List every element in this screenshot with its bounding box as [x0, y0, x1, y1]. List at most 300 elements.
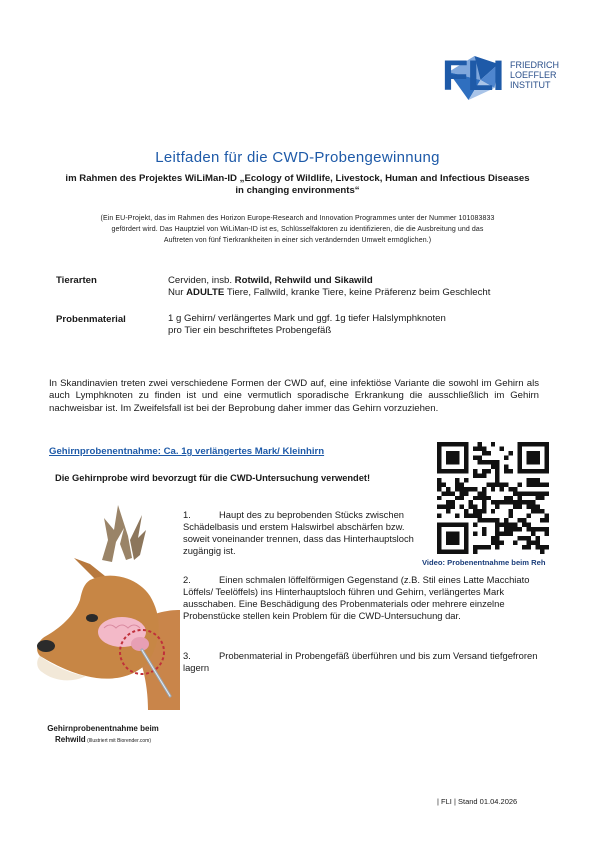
logo-subtitle [510, 60, 559, 90]
qr-module [482, 505, 486, 509]
qr-module [455, 455, 459, 459]
qr-module [522, 469, 526, 473]
qr-module [495, 473, 499, 477]
species-label: Tierarten [56, 275, 97, 286]
qr-module [464, 491, 468, 495]
qr-module [491, 442, 495, 446]
qr-module [464, 514, 468, 518]
qr-module [468, 487, 472, 491]
caption-line: Rehwild [55, 735, 86, 744]
qr-module [473, 487, 477, 491]
logo-sub-line: FRIEDRICH [510, 60, 559, 70]
qr-module [518, 518, 522, 522]
qr-module [527, 451, 531, 455]
qr-module [531, 460, 535, 464]
qr-module [522, 545, 526, 549]
qr-module [486, 451, 490, 455]
qr-module [441, 469, 445, 473]
qr-module [545, 455, 549, 459]
footer-stand: | FLI | Stand 01.04.2026 [437, 797, 518, 806]
qr-module [446, 505, 450, 509]
qr-module [495, 460, 499, 464]
qr-module [464, 527, 468, 531]
qr-module [477, 496, 481, 500]
step-number: 3. [183, 650, 191, 661]
qr-module [477, 442, 481, 446]
qr-module [455, 482, 459, 486]
illustration-caption [28, 723, 178, 747]
species-text [168, 275, 490, 299]
qr-module [450, 451, 454, 455]
qr-module [446, 532, 450, 536]
qr-module [464, 545, 468, 549]
qr-module [455, 550, 459, 554]
qr-module [509, 532, 513, 536]
qr-module [531, 455, 535, 459]
qr-module [482, 487, 486, 491]
qr-module [446, 455, 450, 459]
qr-module [495, 505, 499, 509]
qr-module [536, 509, 540, 513]
qr-module [464, 532, 468, 536]
qr-module [522, 491, 526, 495]
qr-module [450, 536, 454, 540]
qr-module [500, 482, 504, 486]
qr-module [513, 523, 517, 527]
qr-module [495, 478, 499, 482]
qr-module [437, 527, 441, 531]
qr-module [504, 464, 508, 468]
qr-module [509, 496, 513, 500]
qr-module [518, 496, 522, 500]
qr-module [482, 469, 486, 473]
qr-module [468, 514, 472, 518]
qr-module [473, 496, 477, 500]
material-line: pro Tier ein beschriftetes Probengefäß [168, 325, 332, 336]
qr-module [522, 500, 526, 504]
qr-module [527, 469, 531, 473]
qr-module [518, 469, 522, 473]
qr-module [531, 469, 535, 473]
qr-module [446, 442, 450, 446]
qr-module [455, 514, 459, 518]
qr-module [491, 509, 495, 513]
qr-module [540, 509, 544, 513]
qr-module [509, 509, 513, 513]
qr-module [536, 496, 540, 500]
qr-module [473, 532, 477, 536]
qr-module [473, 523, 477, 527]
qr-module [536, 541, 540, 545]
qr-module [455, 469, 459, 473]
qr-module [477, 491, 481, 495]
intro-paragraph: In Skandinavien treten zwei verschiedene Formen der CWD auf, eine infektiöse Variante die sowohl im Gehirn als auch Lymphknoten zu finden ist und eine vermutlich sporadische Erkrankung die ausschließlich im Gehirn nachweisbar ist. Im Zweifelsfall ist bei der Beprobung daher immer das Gehirn vorzuziehen. [49, 378, 539, 414]
qr-module [527, 523, 531, 527]
logo-wordmark: FLI [442, 52, 504, 100]
qr-module [518, 451, 522, 455]
qr-module [504, 482, 508, 486]
qr-module [527, 442, 531, 446]
qr-module [495, 536, 499, 540]
qr-module [522, 523, 526, 527]
species-text-part: Tiere, Fallwild, kranke Tiere, keine Präferenz beim Geschlecht [224, 287, 491, 298]
qr-module [477, 446, 481, 450]
qr-module [522, 442, 526, 446]
qr-module [522, 536, 526, 540]
qr-module [500, 500, 504, 504]
qr-module [509, 469, 513, 473]
qr-module [450, 550, 454, 554]
qr-module [446, 509, 450, 513]
qr-module [491, 487, 495, 491]
qr-module [513, 487, 517, 491]
qr-module [518, 491, 522, 495]
qr-module [477, 473, 481, 477]
qr-module [509, 523, 513, 527]
funding-line: (Ein EU-Projekt, das im Rahmen des Horizon Europe-Research and Innovation Programmes unter der Nummer 101083833 [100, 215, 495, 222]
qr-module [509, 514, 513, 518]
funding-line: gefördert wird. Das Hauptziel von WiLiMan-ID ist es, Schlüsselfaktoren zu identifizieren, die die Ausbreitung und das [111, 226, 484, 233]
qr-module [531, 532, 535, 536]
qr-module [531, 527, 535, 531]
qr-module [459, 487, 463, 491]
qr-module [446, 536, 450, 540]
qr-module [504, 500, 508, 504]
qr-module [540, 442, 544, 446]
qr-module [482, 446, 486, 450]
qr-module [450, 500, 454, 504]
qr-module [450, 460, 454, 464]
qr-module [540, 527, 544, 531]
qr-module [459, 550, 463, 554]
qr-module [491, 482, 495, 486]
qr-module [518, 464, 522, 468]
qr-module [482, 518, 486, 522]
qr-module [495, 527, 499, 531]
step-number: 1. [183, 509, 191, 520]
qr-module [545, 446, 549, 450]
qr-module [473, 505, 477, 509]
qr-module [495, 523, 499, 527]
qr-module [531, 442, 535, 446]
qr-module [518, 460, 522, 464]
species-highlight: Rotwild, Rehwild und Sikawild [234, 275, 373, 286]
qr-module [455, 478, 459, 482]
qr-module [437, 469, 441, 473]
qr-module [522, 518, 526, 522]
qr-module [527, 478, 531, 482]
caption-credit: (Illustriert mit Biorender.com) [85, 738, 151, 744]
step-3 [183, 650, 553, 674]
qr-module [482, 532, 486, 536]
qr-module [473, 446, 477, 450]
qr-module [513, 500, 517, 504]
qr-module [446, 550, 450, 554]
qr-module [527, 500, 531, 504]
qr-module [486, 518, 490, 522]
qr-module [540, 496, 544, 500]
qr-module [486, 460, 490, 464]
qr-module [455, 487, 459, 491]
qr-module [536, 491, 540, 495]
qr-module [513, 505, 517, 509]
qr-module [518, 455, 522, 459]
qr-module [473, 514, 477, 518]
qr-module [446, 487, 450, 491]
qr-module [468, 505, 472, 509]
qr-module [545, 442, 549, 446]
funding-line: Auftreten von fünf Tierkrankheiten in einer sich verändernden Umwelt ermöglichen.) [163, 237, 432, 244]
qr-module [437, 446, 441, 450]
qr-module [464, 536, 468, 540]
qr-module [437, 455, 441, 459]
qr-module [437, 487, 441, 491]
qr-module [437, 442, 441, 446]
qr-module [536, 478, 540, 482]
qr-module [509, 451, 513, 455]
qr-module [473, 550, 477, 554]
qr-module [455, 451, 459, 455]
qr-module [491, 536, 495, 540]
page-subtitle: im Rahmen des Projektes WiLiMan-ID „Ecology of Wildlife, Livestock, Human and Infectious Diseases in changing environments“ [65, 173, 530, 196]
qr-module [464, 455, 468, 459]
caption-line: Gehirnprobenentnahme beim [47, 724, 159, 733]
qr-module [545, 460, 549, 464]
qr-module [536, 505, 540, 509]
qr-module [486, 482, 490, 486]
qr-module [446, 491, 450, 495]
qr-module [437, 496, 441, 500]
species-text-part: Nur [168, 287, 187, 298]
funding-note [45, 213, 550, 246]
qr-module [531, 509, 535, 513]
qr-module [527, 460, 531, 464]
species-text-part: Cerviden, insb. [168, 275, 235, 286]
qr-module [464, 442, 468, 446]
qr-module [491, 500, 495, 504]
qr-module [500, 446, 504, 450]
qr-module [441, 505, 445, 509]
qr-module [437, 505, 441, 509]
qr-module [446, 541, 450, 545]
qr-module [464, 487, 468, 491]
qr-module [495, 532, 499, 536]
qr-module [540, 469, 544, 473]
page-title: Leitfaden für die CWD-Probengewinnung [155, 149, 440, 166]
qr-module [486, 469, 490, 473]
qr-module [545, 469, 549, 473]
qr-module [531, 541, 535, 545]
step-2 [183, 574, 553, 622]
qr-module [437, 541, 441, 545]
qr-module [531, 491, 535, 495]
qr-module [527, 455, 531, 459]
qr-module [482, 527, 486, 531]
qr-module [500, 487, 504, 491]
qr-module [545, 451, 549, 455]
qr-module [455, 532, 459, 536]
qr-module [482, 509, 486, 513]
qr-module [536, 460, 540, 464]
qr-module [441, 442, 445, 446]
qr-module [536, 442, 540, 446]
qr-module [491, 518, 495, 522]
qr-module [545, 532, 549, 536]
qr-module [527, 536, 531, 540]
material-line: 1 g Gehirn/ verlängertes Mark und ggf. 1g tiefer Halslymphknoten [168, 313, 446, 324]
qr-module [459, 505, 463, 509]
qr-module [473, 455, 477, 459]
step-text: Einen schmalen löffelförmigen Gegenstand (z.B. Stil eines Latte Macchiato Löffels/ Teelöffels) ins Hinterhauptsloch führen und Gehirn, verlängertes Mark ausschaben. Eine Beschädigung des Probenmaterials oder mehrere einzelne Probenstücke stellen kein Problem für die CWD-Untersuchung dar. [183, 574, 530, 621]
qr-module [437, 532, 441, 536]
qr-module [491, 464, 495, 468]
qr-module [468, 500, 472, 504]
qr-module [495, 541, 499, 545]
qr-module [486, 496, 490, 500]
qr-module [464, 451, 468, 455]
qr-module [450, 469, 454, 473]
qr-module [500, 541, 504, 545]
qr-module [437, 478, 441, 482]
qr-module [513, 527, 517, 531]
qr-module [477, 514, 481, 518]
qr-module [437, 482, 441, 486]
qr-module [531, 505, 535, 509]
qr-module [495, 545, 499, 549]
qr-module [482, 460, 486, 464]
qr-module [536, 455, 540, 459]
qr-module [450, 505, 454, 509]
qr-module [500, 523, 504, 527]
qr-module [545, 518, 549, 522]
qr-module [482, 496, 486, 500]
qr-module [441, 491, 445, 495]
qr-module [504, 496, 508, 500]
qr-module [482, 545, 486, 549]
qr-module [527, 514, 531, 518]
qr-module [450, 442, 454, 446]
qr-module [531, 451, 535, 455]
qr-module [518, 446, 522, 450]
qr-module [482, 473, 486, 477]
qr-module [477, 455, 481, 459]
qr-module [455, 460, 459, 464]
qr-module [513, 541, 517, 545]
qr-module [527, 545, 531, 549]
qr-module [536, 536, 540, 540]
qr-module [540, 545, 544, 549]
qr-module [446, 500, 450, 504]
qr-module [518, 527, 522, 531]
qr-module [473, 473, 477, 477]
qr-module [477, 460, 481, 464]
qr-module [455, 496, 459, 500]
qr-module [450, 523, 454, 527]
step-1 [183, 509, 423, 557]
qr-module [486, 545, 490, 549]
qr-module [477, 509, 481, 513]
qr-module [504, 523, 508, 527]
roe-deer-illustration-icon [30, 500, 180, 710]
qr-module [509, 500, 513, 504]
qr-module [527, 505, 531, 509]
qr-module [473, 469, 477, 473]
logo-sub-line: LOEFFLER [510, 70, 557, 80]
qr-module [437, 464, 441, 468]
qr-module [513, 491, 517, 495]
qr-module [495, 464, 499, 468]
qr-module [455, 523, 459, 527]
qr-module [437, 514, 441, 518]
qr-module [455, 541, 459, 545]
qr-module [464, 469, 468, 473]
qr-module [509, 487, 513, 491]
step-text: Probenmaterial in Probengefäß überführen und bis zum Versand tiefgefroren lagern [183, 650, 538, 673]
logo-sub-line: INSTITUT [510, 80, 551, 90]
qr-module [495, 500, 499, 504]
qr-module [518, 442, 522, 446]
qr-module [536, 545, 540, 549]
qr-module [459, 523, 463, 527]
qr-module [504, 518, 508, 522]
qr-caption: Video: Probenentnahme beim Reh [422, 558, 546, 567]
qr-module [527, 491, 531, 495]
qr-module [504, 532, 508, 536]
qr-module [536, 482, 540, 486]
qr-module [504, 527, 508, 531]
qr-module [446, 469, 450, 473]
qr-module [455, 536, 459, 540]
qr-module [459, 491, 463, 495]
qr-module [540, 491, 544, 495]
qr-module [437, 451, 441, 455]
qr-module [491, 460, 495, 464]
qr-module [437, 523, 441, 527]
qr-module [540, 518, 544, 522]
video-qr-code[interactable] [437, 442, 549, 554]
qr-module [446, 460, 450, 464]
qr-module [482, 491, 486, 495]
qr-module [531, 478, 535, 482]
step-text: Haupt des zu beprobenden Stücks zwischen Schädelbasis und erstem Halswirbel abschärfen bzw. soweit voneinander trennen, dass das Hinterhauptsloch zugängig ist. [183, 509, 414, 556]
qr-module [437, 460, 441, 464]
qr-module [464, 446, 468, 450]
qr-module [459, 482, 463, 486]
qr-module [495, 518, 499, 522]
qr-module [527, 541, 531, 545]
qr-module [441, 523, 445, 527]
qr-module [473, 509, 477, 513]
qr-module [536, 451, 540, 455]
qr-module [464, 460, 468, 464]
adult-highlight: ADULTE [186, 287, 225, 298]
preferred-note: Die Gehirnprobe wird bevorzugt für die CWD-Untersuchung verwendet! [55, 473, 371, 483]
qr-module [518, 536, 522, 540]
qr-module [518, 482, 522, 486]
qr-module [491, 541, 495, 545]
qr-module [518, 500, 522, 504]
qr-module [495, 482, 499, 486]
qr-module [446, 451, 450, 455]
qr-module [536, 527, 540, 531]
qr-module [450, 532, 454, 536]
qr-module [437, 550, 441, 554]
qr-module [545, 482, 549, 486]
qr-module [482, 500, 486, 504]
qr-module [545, 514, 549, 518]
qr-module [540, 550, 544, 554]
qr-module [495, 469, 499, 473]
